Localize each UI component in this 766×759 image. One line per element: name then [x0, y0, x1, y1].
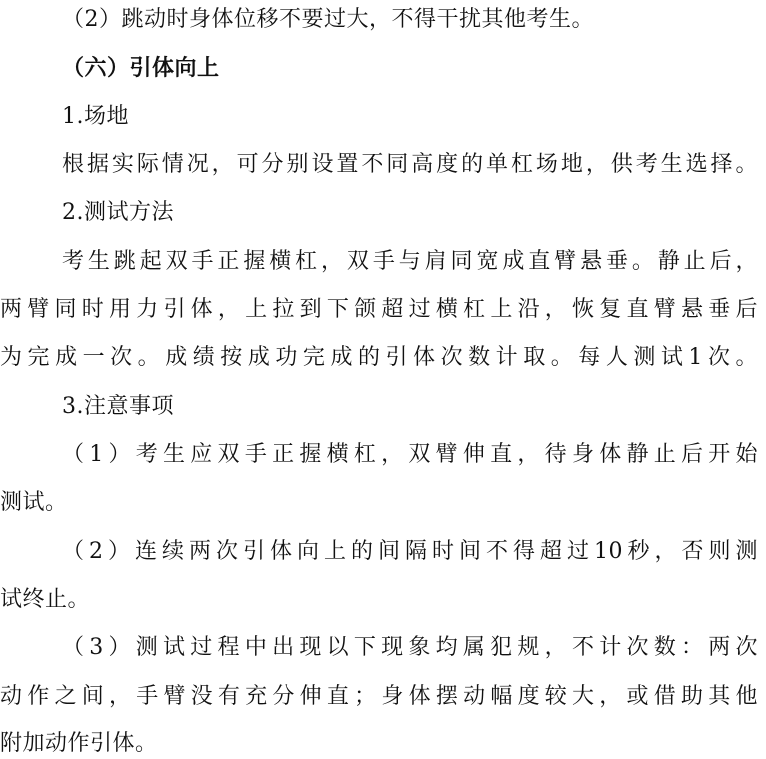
note-2-line-2: 试终止。	[0, 587, 91, 612]
note-1-line-1: （1）考生应双手正握横杠，双臂伸直，待身体静止后开始	[62, 442, 758, 467]
test-method-line-3: 为完成一次。成绩按成功完成的引体次数计取。每人测试1次。	[0, 345, 758, 370]
test-method-line-1: 考生跳起双手正握横杠，双手与肩同宽成直臂悬垂。静止后，	[62, 249, 758, 274]
subheading-venue: 1.场地	[62, 104, 129, 129]
venue-description: 根据实际情况，可分别设置不同高度的单杠场地，供考生选择。	[62, 152, 758, 177]
subheading-notes: 3.注意事项	[62, 394, 174, 419]
note-1-line-2: 测试。	[0, 490, 68, 515]
note-2-line-1: （2）连续两次引体向上的间隔时间不得超过10秒，否则测	[62, 539, 758, 564]
test-method-line-2: 两臂同时用力引体，上拉到下颌超过横杠上沿，恢复直臂悬垂后	[0, 297, 758, 322]
note-3-line-3: 附加动作引体。	[0, 731, 158, 756]
rule-jump-displacement: （2）跳动时身体位移不要过大，不得干扰其他考生。	[62, 7, 594, 32]
section-heading-pull-up: （六）引体向上	[62, 55, 220, 81]
note-3-line-2: 动作之间，手臂没有充分伸直；身体摆动幅度较大，或借助其他	[0, 684, 758, 709]
note-3-line-1: （3）测试过程中出现以下现象均属犯规，不计次数：两次	[62, 635, 758, 660]
subheading-test-method: 2.测试方法	[62, 200, 174, 225]
